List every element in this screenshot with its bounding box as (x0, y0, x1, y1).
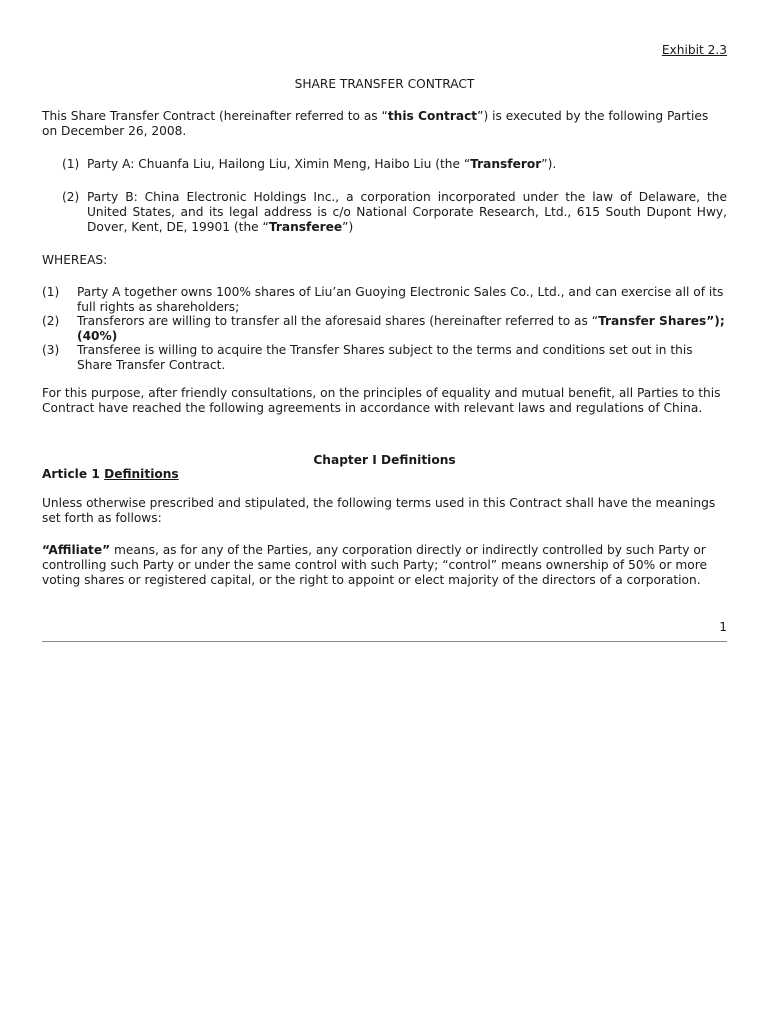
party-b-bold: Transferee (268, 220, 343, 234)
recital-item (42, 314, 727, 344)
article-title: Definitions (104, 467, 179, 481)
party-b-pre: Party B: China Electronic Holdings Inc., a corporation incorporated under the law of Delaware, the United States, and its legal address is c/o National Corporate Research, Ltd., 615 South Dupont Hwy, Dover, Kent, DE, 19901 (the “ (87, 190, 727, 234)
party-a-number: (1) (62, 157, 80, 171)
recital-number: (2) (42, 314, 60, 328)
footer-divider (42, 641, 727, 642)
party-a-post: ”). (541, 157, 557, 171)
party-a-item (62, 157, 727, 172)
intro-text-bold: this Contract (387, 109, 478, 123)
definitions-intro: Unless otherwise prescribed and stipulated, the following terms used in this Contract shall have the meanings set forth as follows: (42, 496, 716, 525)
recital-text: Transferee is willing to acquire the Transfer Shares subject to the terms and conditions set out in this Share Transfer Contract. (77, 343, 693, 372)
intro-paragraph (42, 109, 727, 139)
party-b-post: ”) (342, 220, 354, 234)
party-a-pre: Party A: Chuanfa Liu, Hailong Liu, Ximin Meng, Haibo Liu (the “ (87, 157, 471, 171)
exhibit-label: Exhibit 2.3 (661, 43, 727, 57)
recital-text: Party A together owns 100% shares of Liu’an Guoying Electronic Sales Co., Ltd., and can exercise all of its full rights as shareholders; (77, 285, 724, 314)
recital-number: (3) (42, 343, 60, 357)
recital-text (77, 314, 727, 344)
party-b-number: (2) (62, 190, 80, 204)
contract-title: SHARE TRANSFER CONTRACT (294, 77, 475, 91)
affiliate-term: “Affiliate” (42, 543, 111, 557)
party-a-bold: Transferor (470, 157, 542, 171)
recital-text-bold: Transfer Shares”); (40%) (77, 314, 725, 343)
recital-item (42, 285, 727, 315)
intro-text-post: ”) is executed by the following Parties on December 26, 2008. (42, 109, 709, 138)
party-a-text (87, 157, 727, 172)
party-b-text (87, 190, 727, 235)
party-b-item (62, 190, 727, 235)
whereas-label: WHEREAS: (42, 253, 108, 267)
recital-item (42, 343, 727, 373)
purpose-paragraph: For this purpose, after friendly consultations, on the principles of equality and mutual benefit, all Parties to this Contract have reached the following agreements in accordance with relevant laws and regulations of China. (42, 386, 721, 415)
affiliate-text: means, as for any of the Parties, any corporation directly or indirectly controlled by such Party or controlling such Party or under the same control with such Party; “control” means ownership of 50% or more voting shares or registered capital, or the right to appoint or elect majority of the directors of a corporation. (42, 543, 707, 587)
article-prefix: Article 1 (42, 467, 105, 481)
recital-number: (1) (42, 285, 60, 299)
intro-text-pre: This Share Transfer Contract (hereinafter referred to as “ (42, 109, 388, 123)
document-page (42, 0, 727, 1024)
chapter-heading: Chapter I Definitions (313, 453, 456, 467)
affiliate-definition (42, 543, 727, 588)
recital-text-pre: Transferors are willing to transfer all the aforesaid shares (hereinafter referred to as “ (77, 314, 599, 328)
article-heading (42, 467, 179, 481)
page-number: 1 (719, 620, 727, 634)
